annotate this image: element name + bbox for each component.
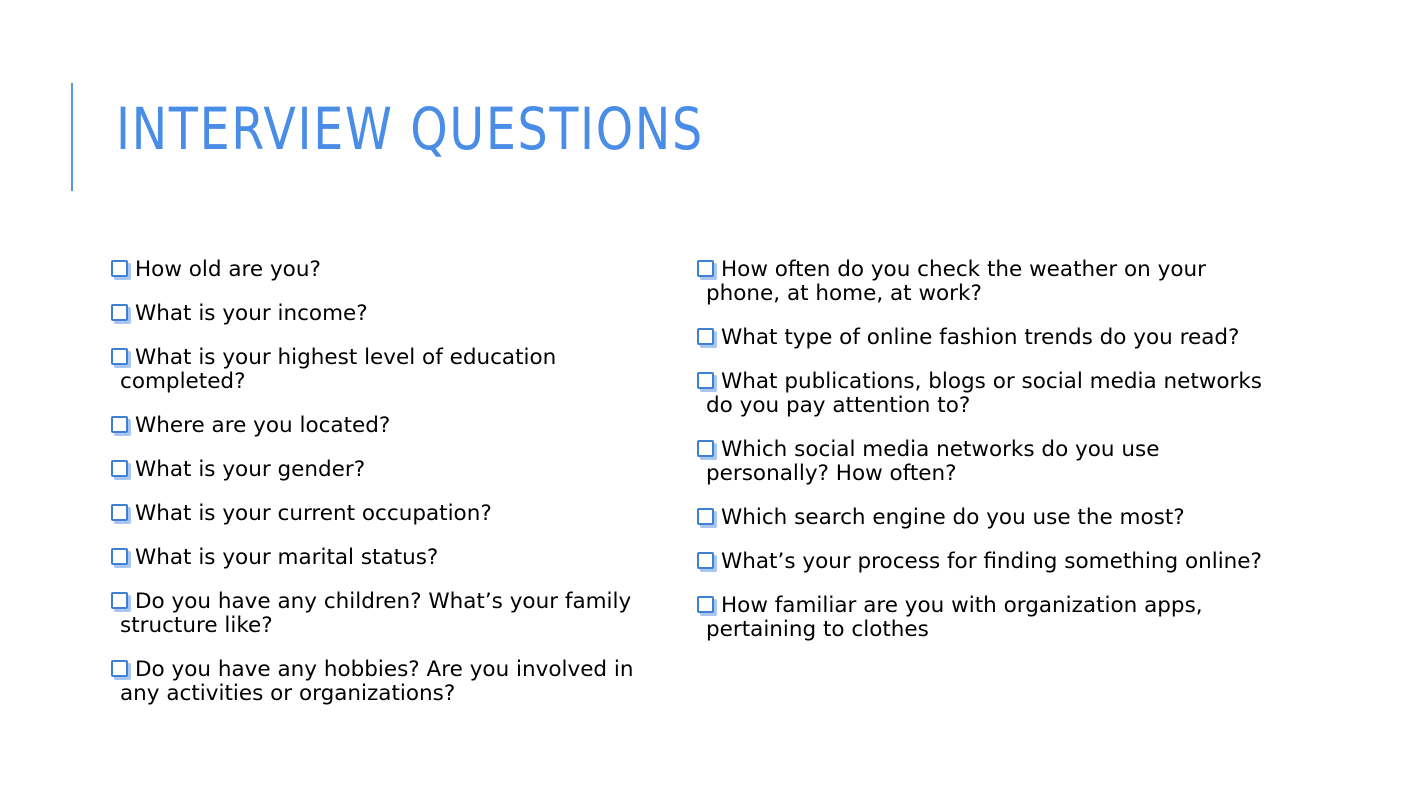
question-item [697,326,1277,350]
checkbox-bullet-icon [111,416,128,433]
question-text: What is your current occupation? [135,501,492,526]
checkbox-bullet-icon [697,508,714,525]
question-text: Which social media networks do you use personally? How often? [706,437,1160,486]
checkbox-bullet-icon [697,260,714,277]
question-text: What is your gender? [135,457,366,482]
checkbox-bullet-icon [697,440,714,457]
question-item [111,658,676,706]
question-text: What type of online fashion trends do you read? [721,325,1240,350]
question-item [111,546,676,570]
checkbox-bullet-icon [111,348,128,365]
question-text: How often do you check the weather on your phone, at home, at work? [706,257,1206,306]
question-item [697,550,1277,574]
question-text: What is your marital status? [135,545,439,570]
question-item [697,438,1277,486]
question-item [111,502,676,526]
question-text: What is your highest level of education completed? [120,345,557,394]
checkbox-bullet-icon [697,552,714,569]
question-item [697,506,1277,530]
checkbox-bullet-icon [697,596,714,613]
left-question-list [111,258,676,726]
slide-title: INTERVIEW QUESTIONS [116,95,704,163]
checkbox-bullet-icon [111,260,128,277]
checkbox-bullet-icon [697,328,714,345]
question-text: Where are you located? [135,413,391,438]
checkbox-bullet-icon [697,372,714,389]
title-accent-line [71,83,73,191]
question-item [111,302,676,326]
question-text: What publications, blogs or social media networks do you pay attention to? [706,369,1262,418]
question-item [697,370,1277,418]
question-text: How old are you? [135,257,321,282]
question-text: Do you have any children? What’s your family structure like? [120,589,632,638]
question-item [111,258,676,282]
checkbox-bullet-icon [111,460,128,477]
question-text: Which search engine do you use the most? [721,505,1185,530]
checkbox-bullet-icon [111,592,128,609]
question-item [697,594,1277,642]
question-item [111,458,676,482]
question-item [111,346,676,394]
checkbox-bullet-icon [111,504,128,521]
question-text: Do you have any hobbies? Are you involved in any activities or organizations? [120,657,634,706]
question-text: What’s your process for finding something online? [721,549,1262,574]
question-text: How familiar are you with organization apps, pertaining to clothes [706,593,1203,642]
question-item [111,590,676,638]
question-text: What is your income? [135,301,368,326]
checkbox-bullet-icon [111,548,128,565]
question-item [111,414,676,438]
checkbox-bullet-icon [111,304,128,321]
question-item [697,258,1277,306]
right-question-list [697,258,1277,662]
checkbox-bullet-icon [111,660,128,677]
